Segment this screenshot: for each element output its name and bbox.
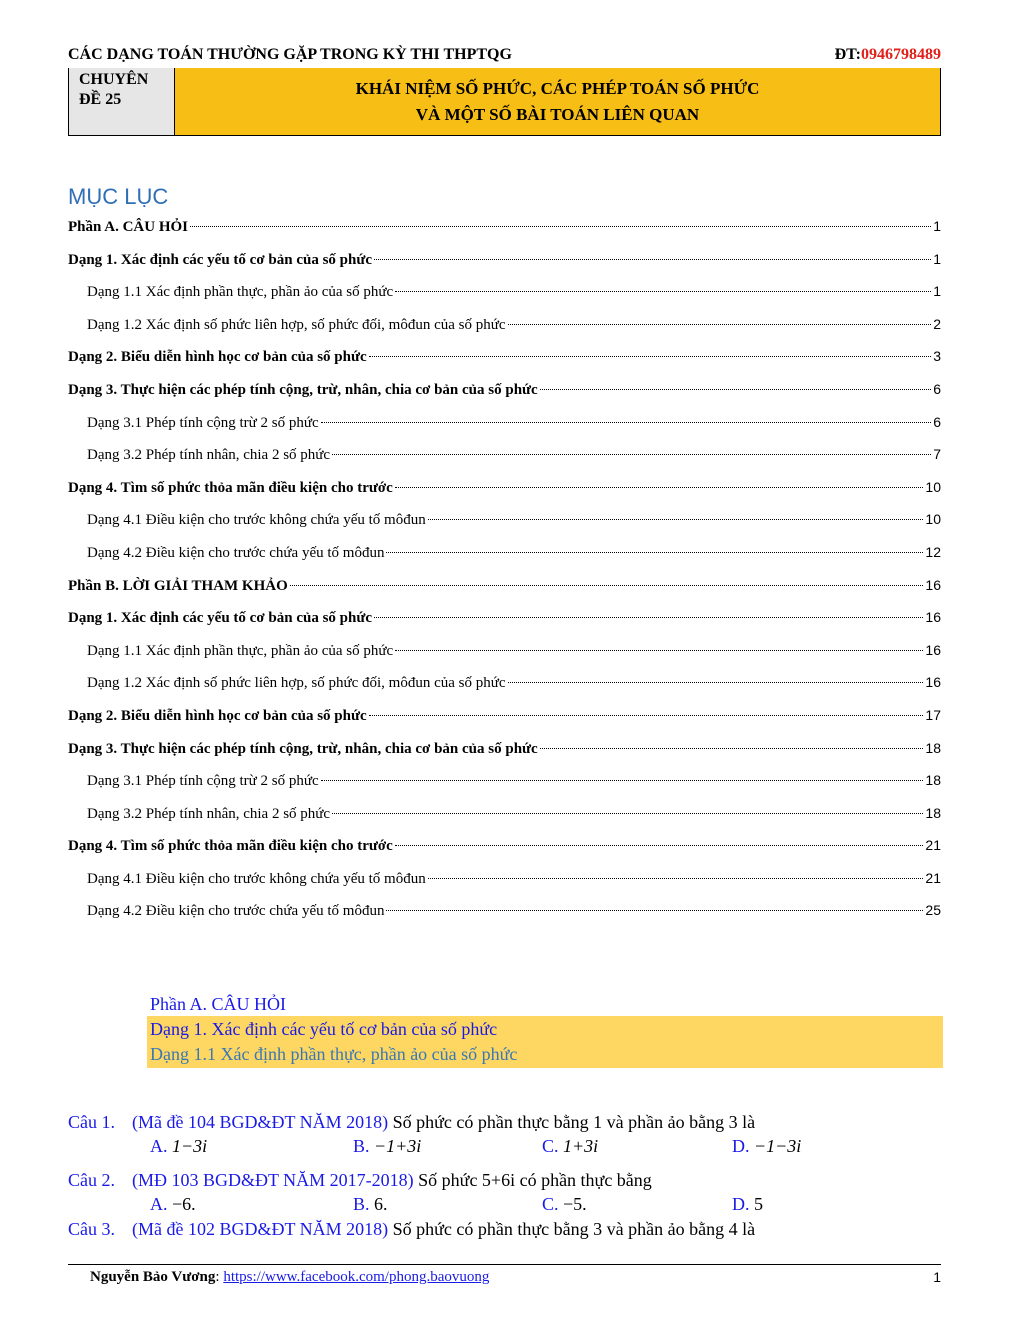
toc-entry-page: 18	[925, 804, 941, 821]
toc-entry[interactable]	[68, 707, 941, 740]
toc-title: MỤC LỤC	[68, 184, 169, 209]
toc-entry[interactable]	[68, 479, 941, 512]
toc-entry-label: Dạng 3. Thực hiện các phép tính cộng, trừ, nhân, chia cơ bản của số phức	[68, 381, 538, 398]
toc-entry[interactable]	[68, 577, 941, 610]
toc-leader-dots	[395, 845, 924, 846]
option-a[interactable]: A. 1−3i	[150, 1136, 208, 1156]
toc-entry-label: Dạng 4. Tìm số phức thỏa mãn điều kiện cho trước	[68, 838, 393, 855]
toc-entry-page: 21	[925, 869, 941, 886]
header-phone-prefix: ĐT:	[834, 46, 861, 63]
toc-entry[interactable]	[68, 414, 941, 447]
question-text: Số phức có phần thực bằng 3 và phần ảo bằng 4 là	[388, 1219, 756, 1239]
toc-entry[interactable]	[68, 348, 941, 381]
toc-entry[interactable]	[68, 805, 941, 838]
toc-leader-dots	[540, 748, 924, 749]
banner-title-line1: KHÁI NIỆM SỐ PHỨC, CÁC PHÉP TOÁN SỐ PHỨC	[355, 79, 760, 98]
question-number: Câu 1.	[68, 1112, 115, 1132]
toc-leader-dots	[374, 259, 931, 260]
toc-entry-label: Phần B. LỜI GIẢI THAM KHẢO	[68, 577, 288, 594]
toc-entry-page: 18	[925, 739, 941, 756]
toc-entry-label: Dạng 1.1 Xác định phần thực, phần ảo của số phức	[87, 284, 394, 301]
banner-chapter	[69, 68, 175, 135]
option-d[interactable]: D. 5	[732, 1194, 763, 1214]
question-source: (MĐ 103 BGD&ĐT NĂM 2017-2018)	[132, 1170, 414, 1190]
header-title: CÁC DẠNG TOÁN THƯỜNG GẶP TRONG KỲ THI THPTQG	[68, 46, 512, 63]
question-text: Số phức 5+6i có phần thực bằng	[413, 1170, 652, 1190]
toc-entry-page: 16	[925, 641, 941, 658]
toc-leader-dots	[374, 617, 923, 618]
toc-leader-dots	[395, 650, 923, 651]
page-header	[68, 44, 941, 69]
toc-entry[interactable]	[68, 283, 941, 316]
toc-entry[interactable]	[68, 446, 941, 479]
toc-entry-label: Dạng 2. Biểu diễn hình học cơ bản của số phức	[68, 707, 367, 724]
toc-entry-page: 12	[925, 543, 941, 560]
toc-entry-label: Dạng 4.2 Điều kiện cho trước chứa yếu tố môđun	[87, 544, 385, 561]
toc-entry-label: Dạng 2. Biểu diễn hình học cơ bản của số phức	[68, 349, 367, 366]
toc-entry[interactable]	[68, 902, 941, 935]
toc-entry-label: Dạng 3.1 Phép tính cộng trừ 2 số phức	[87, 773, 319, 790]
toc-leader-dots	[428, 878, 924, 879]
question-2	[68, 1170, 652, 1191]
header-phone-number: 0946798489	[861, 46, 941, 63]
toc-entry-page: 1	[933, 250, 941, 267]
toc-entry-page: 7	[933, 446, 941, 463]
toc-entry-page: 3	[933, 348, 941, 365]
toc-entry-page: 2	[933, 315, 941, 332]
toc-leader-dots	[190, 226, 931, 227]
section-dang-heading: Dạng 1. Xác định các yếu tố cơ bản của số phức	[150, 1019, 498, 1039]
toc-leader-dots	[332, 813, 923, 814]
toc-entry-page: 16	[925, 674, 941, 691]
toc-entry-page: 16	[925, 576, 941, 593]
section-subdang-heading: Dạng 1.1 Xác định phần thực, phần ảo của số phức	[150, 1044, 518, 1064]
footer-author: Nguyễn Bảo Vương	[90, 1269, 216, 1285]
toc-entry-page: 6	[933, 413, 941, 430]
toc-leader-dots	[395, 291, 931, 292]
toc-entry-page: 10	[925, 511, 941, 528]
toc-leader-dots	[369, 715, 924, 716]
toc-entry[interactable]	[68, 381, 941, 414]
toc-entry[interactable]	[68, 674, 941, 707]
option-c[interactable]: C. 1+3i	[542, 1136, 599, 1156]
toc-leader-dots	[321, 780, 924, 781]
section-part-heading: Phần A. CÂU HỎI	[150, 994, 287, 1014]
toc-entry-label: Dạng 1.1 Xác định phần thực, phần ảo của số phức	[87, 642, 394, 659]
toc-entry[interactable]	[68, 870, 941, 903]
toc-leader-dots	[321, 422, 932, 423]
toc-entry-label: Dạng 1.2 Xác định số phức liên hợp, số phức đối, môđun của số phức	[87, 675, 506, 692]
toc-entry[interactable]	[68, 772, 941, 805]
option-c[interactable]: C. −5.	[542, 1194, 587, 1214]
toc-leader-dots	[332, 454, 931, 455]
toc-leader-dots	[428, 519, 924, 520]
toc-entry-label: Dạng 3.2 Phép tính nhân, chia 2 số phức	[87, 447, 331, 464]
toc-entry[interactable]	[68, 511, 941, 544]
toc-entry-label: Dạng 3.1 Phép tính cộng trừ 2 số phức	[87, 414, 319, 431]
toc-entry-label: Dạng 4.1 Điều kiện cho trước không chứa yếu tố môđun	[87, 870, 426, 887]
option-b[interactable]: B. 6.	[353, 1194, 388, 1214]
toc-leader-dots	[369, 356, 932, 357]
toc-entry[interactable]	[68, 316, 941, 349]
toc-entry-page: 1	[933, 218, 941, 234]
banner-chapter-line2: ĐỀ 25	[79, 91, 122, 108]
option-a[interactable]: A. −6.	[150, 1194, 196, 1214]
question-text: Số phức có phần thực bằng 1 và phần ảo bằng 3 là	[388, 1112, 756, 1132]
topic-banner	[68, 68, 941, 136]
toc-entry-page: 10	[925, 478, 941, 495]
toc-leader-dots	[508, 682, 924, 683]
footer-facebook-link[interactable]: https://www.facebook.com/phong.baovuong	[223, 1269, 490, 1285]
toc-entry-label: Dạng 4.2 Điều kiện cho trước chứa yếu tố môđun	[87, 903, 385, 920]
toc-entry[interactable]	[68, 837, 941, 870]
toc-entry-label: Phần A. CÂU HỎI	[68, 219, 189, 235]
question-number: Câu 3.	[68, 1219, 115, 1239]
toc-leader-dots	[386, 552, 923, 553]
toc-entry-page: 16	[925, 609, 941, 626]
toc-entry-label: Dạng 4. Tìm số phức thỏa mãn điều kiện cho trước	[68, 479, 393, 496]
banner-title	[175, 68, 940, 135]
toc-leader-dots	[540, 389, 932, 390]
toc-entry-label: Dạng 1. Xác định các yếu tố cơ bản của số phức	[68, 251, 372, 268]
footer-page-number: 1	[933, 1269, 941, 1285]
table-of-contents	[68, 218, 941, 935]
toc-entry-label: Dạng 3. Thực hiện các phép tính cộng, trừ, nhân, chia cơ bản của số phức	[68, 740, 538, 757]
toc-entry[interactable]	[68, 544, 941, 577]
toc-leader-dots	[290, 585, 924, 586]
toc-entry-page: 17	[925, 706, 941, 723]
option-d[interactable]: D. −1−3i	[732, 1136, 802, 1156]
question-source: (Mã đề 102 BGD&ĐT NĂM 2018)	[132, 1219, 389, 1239]
toc-entry-label: Dạng 3.2 Phép tính nhân, chia 2 số phức	[87, 805, 331, 822]
toc-entry[interactable]	[68, 609, 941, 642]
toc-entry-label: Dạng 1. Xác định các yếu tố cơ bản của số phức	[68, 610, 372, 627]
toc-entry[interactable]	[68, 218, 941, 251]
toc-entry[interactable]	[68, 251, 941, 284]
header-phone-block	[835, 46, 941, 64]
toc-entry[interactable]	[68, 642, 941, 675]
footer-separator: :	[215, 1269, 224, 1285]
toc-entry-page: 18	[925, 772, 941, 789]
question-1	[68, 1112, 755, 1133]
question-3	[68, 1219, 755, 1240]
toc-leader-dots	[386, 910, 923, 911]
question-source: (Mã đề 104 BGD&ĐT NĂM 2018)	[132, 1112, 389, 1132]
toc-entry-label: Dạng 1.2 Xác định số phức liên hợp, số phức đối, môđun của số phức	[87, 316, 506, 333]
toc-leader-dots	[508, 324, 932, 325]
toc-entry-page: 1	[933, 283, 941, 300]
toc-entry-page: 21	[925, 837, 941, 854]
footer-author-line	[90, 1269, 489, 1286]
page-footer	[68, 1264, 941, 1285]
toc-entry-page: 25	[925, 902, 941, 919]
banner-title-line2: VÀ MỘT SỐ BÀI TOÁN LIÊN QUAN	[415, 105, 700, 124]
toc-leader-dots	[395, 487, 924, 488]
toc-entry[interactable]	[68, 740, 941, 773]
toc-entry-label: Dạng 4.1 Điều kiện cho trước không chứa yếu tố môđun	[87, 512, 426, 529]
toc-entry-page: 6	[933, 380, 941, 397]
question-number: Câu 2.	[68, 1170, 115, 1190]
banner-chapter-line1: CHUYÊN	[79, 71, 149, 88]
option-b[interactable]: B. −1+3i	[353, 1136, 422, 1156]
